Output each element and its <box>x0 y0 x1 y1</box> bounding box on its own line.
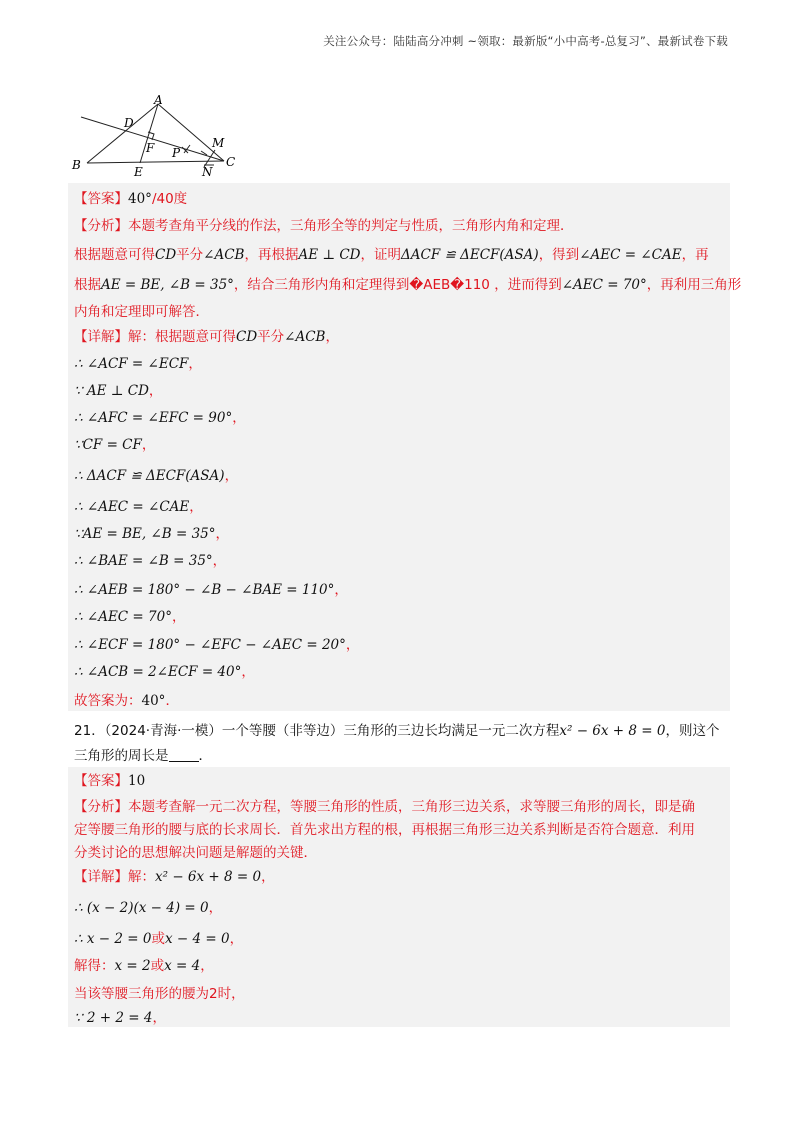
q20-analysis-line-2: 根据题意可得CD平分∠ACB，再根据AE ⊥ CD，证明ΔACF ≌ ΔECF(ASA)，得到∠AEC = ∠CAE，再 <box>74 247 709 263</box>
q21-detail-line-3: ∴ x − 2 = 0或x − 4 = 0， <box>74 931 244 947</box>
q21-answer: 【答案】10 <box>74 773 146 789</box>
q21-detail-line-1: 【详解】解：x² − 6x + 8 = 0， <box>74 869 275 885</box>
label-b: B <box>72 158 81 172</box>
page-header: 关注公众号：陆陆高分冲刺 ~领取：最新版“小中高考-总复习”、最新试卷下载 <box>323 34 728 48</box>
q20-answer: 【答案】40°/40度 <box>74 191 188 207</box>
question-number: 21 <box>74 723 92 739</box>
answer-tag: 【答案】 <box>74 773 128 789</box>
q20-step: ∵AE = BE, ∠B = 35°， <box>74 526 229 542</box>
q20-step: ∴ ∠AEB = 180° − ∠B − ∠BAE = 110°， <box>74 582 348 598</box>
analysis-tag: 【分析】 <box>74 799 128 815</box>
q21-detail-line-2: ∴ (x − 2)(x − 4) = 0， <box>74 900 223 916</box>
q21-question-line-1: 21．（2024·青海·一模）一个等腰（非等边）三角形的三边长均满足一元二次方程x² − 6x + 8 = 0，则这个 <box>74 723 720 739</box>
q21-question-line-2: 三角形的周长是 ． <box>74 748 212 764</box>
label-d: D <box>124 116 134 130</box>
q21-analysis-line-2: 定等腰三角形的腰与底的长求周长．首先求出方程的根，再根据三角形三边关系判断是否符合题意．利用 <box>74 822 695 838</box>
detail-tag: 【详解】 <box>74 329 128 345</box>
q20-step: ∴ ∠BAE = ∠B = 35°， <box>74 553 227 569</box>
geometry-figure <box>68 95 248 180</box>
q20-analysis-line-3: 根据AE = BE, ∠B = 35°，结合三角形内角和定理得到�AEB�110 ，进而得到∠AEC = 70°，再利用三角形 <box>74 277 742 293</box>
q20-step: ∵CF = CF， <box>74 437 156 453</box>
q21-analysis-line-3: 分类讨论的思想解决问题是解题的关键． <box>74 845 317 861</box>
q20-step: ∴ ΔACF ≌ ΔECF(ASA)， <box>74 468 239 484</box>
q21-detail-line-4: 解得：x = 2或x = 4， <box>74 958 214 974</box>
q20-analysis-line-4: 内角和定理即可解答． <box>74 304 209 320</box>
analysis-tag: 【分析】 <box>74 218 128 234</box>
label-f: F <box>146 141 155 155</box>
q21-detail-line-5: 当该等腰三角形的腰为2时， <box>74 986 245 1002</box>
label-n: N <box>202 165 213 179</box>
label-a: A <box>154 95 163 107</box>
label-c: C <box>226 155 236 169</box>
q20-final-answer: 故答案为：40°． <box>74 693 179 709</box>
q20-step: ∴ ∠AFC = ∠EFC = 90°， <box>74 410 246 426</box>
answer-blank <box>169 747 199 762</box>
q20-step: ∴ ∠AEC = ∠CAE， <box>74 499 203 515</box>
label-m: M <box>212 136 225 150</box>
q21-detail-line-6: ∵ 2 + 2 = 4， <box>74 1010 166 1026</box>
q20-detail-line-1: 【详解】解：根据题意可得CD平分∠ACB， <box>74 329 339 345</box>
q20-step: ∴ ∠ACF = ∠ECF， <box>74 356 202 372</box>
detail-tag: 【详解】 <box>74 869 128 885</box>
q20-analysis-line-1: 【分析】本题考查角平分线的作法，三角形全等的判定与性质，三角形内角和定理． <box>74 218 574 234</box>
answer-tag: 【答案】 <box>74 191 128 207</box>
q20-step: ∵ AE ⊥ CD， <box>74 383 163 399</box>
q21-analysis-line-1: 【分析】本题考查解一元二次方程，等腰三角形的性质，三角形三边关系，求等腰三角形的周长，即是确 <box>74 799 695 815</box>
label-e: E <box>134 165 143 179</box>
q20-step: ∴ ∠ACB = 2∠ECF = 40°， <box>74 664 255 680</box>
q20-step: ∴ ∠AEC = 70°， <box>74 609 186 625</box>
label-p: P <box>172 146 181 160</box>
q20-step: ∴ ∠ECF = 180° − ∠EFC − ∠AEC = 20°， <box>74 637 360 653</box>
